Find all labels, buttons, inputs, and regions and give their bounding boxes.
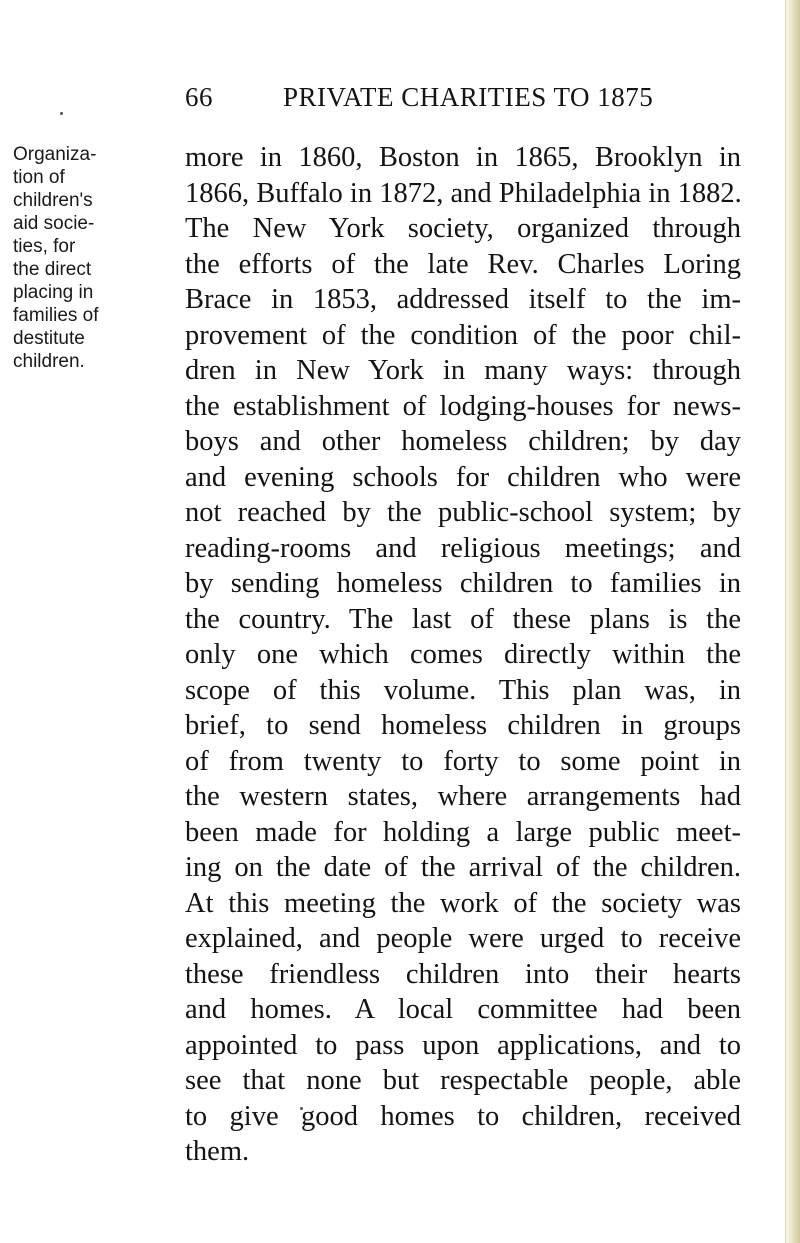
- text-line: the establishment of lodging-houses for news-: [185, 390, 741, 422]
- text-line: only one which comes directly within the: [185, 639, 741, 670]
- text-line: not reached by the public-school system; by: [185, 497, 741, 528]
- margin-note-line: aid socie-: [13, 213, 95, 234]
- margin-note-line: children's: [13, 190, 93, 211]
- running-head: PRIVATE CHARITIES TO 1875: [283, 82, 654, 112]
- margin-note-line: ties, for: [13, 236, 76, 257]
- margin-note: [13, 143, 183, 373]
- body-text: [185, 140, 741, 1170]
- text-line: and evening schools for children who were: [185, 461, 741, 493]
- page-number: 66: [185, 82, 213, 112]
- text-line: Brace in 1853, addressed itself to the im-: [185, 284, 741, 315]
- text-line: provement of the condition of the poor chil-: [185, 319, 741, 351]
- text-line: the country. The last of these plans is the: [185, 603, 741, 635]
- text-line: The New York society, organized through: [185, 213, 741, 244]
- margin-note-line: families of: [13, 305, 99, 326]
- text-line: see that none but respectable people, able: [185, 1065, 741, 1096]
- text-line: been made for holding a large public meet-: [185, 816, 741, 848]
- text-line: and homes. A local committee had been: [185, 994, 741, 1025]
- page-edge: [786, 0, 800, 1243]
- text-line: by sending homeless children to families in: [185, 568, 741, 599]
- text-line: the western states, where arrangements had: [185, 781, 741, 812]
- text-line: explained, and people were urged to receive: [185, 923, 741, 954]
- margin-note-line: the direct: [13, 259, 92, 280]
- text-line: dren in New York in many ways: through: [185, 355, 741, 386]
- margin-note-line: Organiza-: [13, 144, 97, 165]
- margin-note-line: destitute: [13, 328, 85, 349]
- text-line: At this meeting the work of the society was: [185, 887, 741, 919]
- text-line: to give good homes to children, received: [185, 1100, 741, 1132]
- text-line: ing on the date of the arrival of the children.: [185, 852, 741, 883]
- text-line: of from twenty to forty to some point in: [185, 745, 741, 777]
- text-line: them.: [185, 1136, 250, 1167]
- margin-note-line: children.: [13, 351, 85, 372]
- page-header: [0, 82, 800, 122]
- text-line: boys and other homeless children; by day: [185, 426, 741, 457]
- text-line: 1866, Buffalo in 1872, and Philadelphia in 1882.: [185, 177, 742, 209]
- margin-note-line: placing in: [13, 282, 94, 303]
- text-line: the efforts of the late Rev. Charles Loring: [185, 248, 741, 280]
- text-line: more in 1860, Boston in 1865, Brooklyn in: [185, 142, 741, 173]
- text-line: brief, to send homeless children in groups: [185, 710, 741, 741]
- margin-note-line: tion of: [13, 167, 65, 188]
- text-line: reading-rooms and religious meetings; and: [185, 532, 741, 564]
- text-line: appointed to pass upon applications, and to: [185, 1029, 741, 1061]
- text-line: scope of this volume. This plan was, in: [185, 674, 741, 706]
- text-line: these friendless children into their hearts: [185, 958, 741, 990]
